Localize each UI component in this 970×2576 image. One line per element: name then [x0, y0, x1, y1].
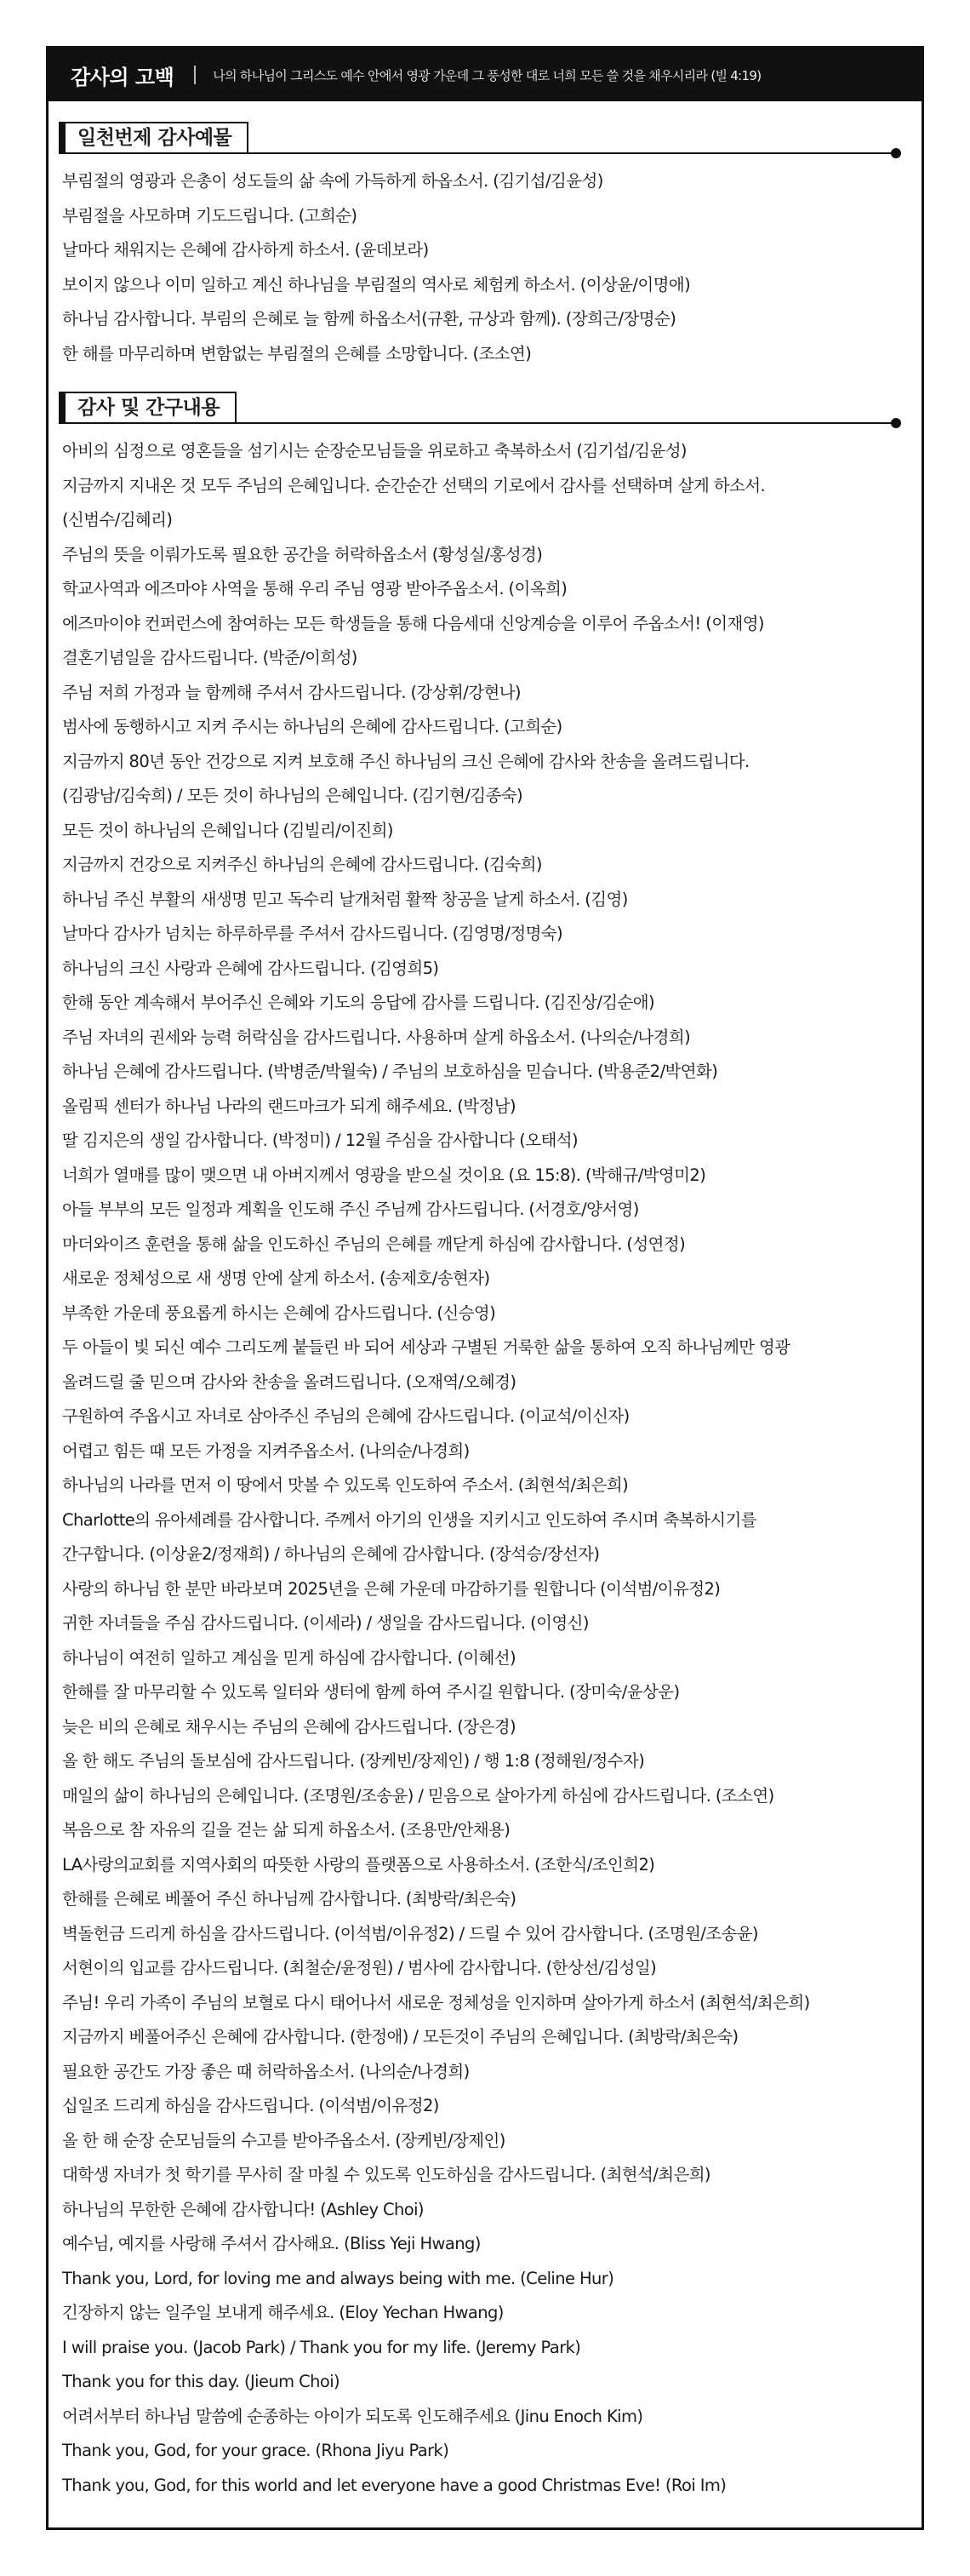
list-item: 하나님이 여전히 일하고 계심을 믿게 하심에 감사합니다. (이혜선) [62, 1647, 516, 1668]
list-item: 주님 자녀의 권세와 능력 허락심을 감사드립니다. 사용하며 살게 하옵소서. (나의순/나경희) [62, 1027, 691, 1047]
list-item: Charlotte의 유아세례를 감사합니다. 주께서 아기의 인생을 지키시고 인도하여 주시며 축복하시기를 [62, 1509, 756, 1530]
list-item: 에즈마이야 컨퍼런스에 참여하는 모든 학생들을 통해 다음세대 신앙계승을 이루어 주옵소서! (이재영) [62, 613, 764, 633]
section-thanks-prayers [59, 392, 910, 2503]
list-item: Thank you, Lord, for loving me and always being with me. (Celine Hur) [62, 2268, 614, 2288]
list-item: 주님! 우리 가족이 주님의 보혈로 다시 태어나서 새로운 정체성을 인지하며 살아가게 하소서 (최현석/최은희) [62, 1992, 810, 2012]
list-item: 구원하여 주옵시고 자녀로 삼아주신 주님의 은혜에 감사드립니다. (이교석/이신자) [62, 1406, 630, 1426]
header-bar [48, 49, 922, 101]
list-item: 한해를 잘 마무리할 수 있도록 일터와 생터에 함께 하여 주시길 원합니다. (장미숙/윤상운) [62, 1682, 680, 1702]
list-item: Thank you, God, for your grace. (Rhona Jiyu Park) [62, 2441, 449, 2460]
list-item: 어려서부터 하나님 말씀에 순종하는 아이가 되도록 인도해주세요 (Jinu Enoch Kim) [62, 2406, 643, 2426]
list-item: 하나님의 무한한 은혜에 감사합니다! (Ashley Choi) [62, 2199, 424, 2219]
list-item: 귀한 자녀들을 주심 감사드립니다. (이세라) / 생일을 감사드립니다. (이영신) [62, 1613, 589, 1633]
list-item: (김광남/김숙희) / 모든 것이 하나님의 은혜입니다. (김기현/김종숙) [62, 786, 523, 805]
list-item: 간구합니다. (이상윤2/정재희) / 하나님의 은혜에 감사합니다. (장석승/장선자) [62, 1544, 600, 1564]
section-title: 감사 및 간구내용 [59, 392, 237, 424]
list-item: 올 한 해 순장 순모님들의 수고를 받아주옵소서. (장케빈/장제인) [62, 2130, 505, 2150]
list-item: 하나님 주신 부활의 새생명 믿고 독수리 날개처럼 활짝 창공을 날게 하소서. (김영) [62, 889, 628, 909]
list-item: 복음으로 참 자유의 길을 걷는 삶 되게 하옵소서. (조용만/안채용) [62, 1820, 511, 1840]
list-item: 날마다 채워지는 은혜에 감사하게 하소서. (윤데보라) [62, 240, 429, 260]
header-verse: 나의 하나님이 그리스도 예수 안에서 영광 가운데 그 풍성한 대로 너희 모든 쓸 것을 채우시리라 (빌 4:19) [213, 67, 762, 83]
list-item: 너희가 열매를 많이 맺으면 내 아버지께서 영광을 받으실 것이요 (요 15:8). (박해규/박영미2) [62, 1165, 706, 1185]
section-dot [891, 418, 901, 428]
section-title: 일천번제 감사예물 [59, 122, 248, 154]
list-item: 지금까지 건강으로 지켜주신 하나님의 은혜에 감사드립니다. (김숙희) [62, 855, 542, 874]
list-item: 올려드릴 줄 믿으며 감사와 찬송을 올려드립니다. (오재역/오혜경) [62, 1371, 516, 1392]
list-item: 긴장하지 않는 일주일 보내게 해주세요. (Eloy Yechan Hwang) [62, 2303, 504, 2322]
list-item: 마더와이즈 훈련을 통해 삶을 인도하신 주님의 은혜를 깨닫게 하심에 감사합니다. (성연정) [62, 1234, 686, 1254]
prayer-list [59, 434, 910, 2503]
page-title: 감사의 고백 [71, 65, 174, 89]
list-item: 대학생 자녀가 첫 학기를 무사히 잘 마칠 수 있도록 인도하심을 감사드립니다. (최현석/최은희) [62, 2165, 710, 2184]
list-item: 모든 것이 하나님의 은혜입니다 (김빌리/이진희) [62, 820, 393, 840]
list-item: 지금까지 지내온 것 모두 주님의 은혜입니다. 순간순간 선택의 기로에서 감사를 선택하며 살게 하소서. [62, 475, 766, 495]
list-item: 아들 부부의 모든 일정과 계획을 인도해 주신 주님께 감사드립니다. (서경호/양서영) [62, 1199, 639, 1219]
header-divider [194, 66, 196, 84]
list-item: 늦은 비의 은혜로 채우시는 주님의 은혜에 감사드립니다. (장은경) [62, 1716, 516, 1737]
section-offering [59, 122, 910, 371]
list-item: 결혼기념일을 감사드립니다. (박준/이희성) [62, 648, 357, 667]
list-item: 필요한 공간도 가장 좋은 때 허락하옵소서. (나의순/나경희) [62, 2061, 470, 2081]
offering-list [59, 164, 910, 371]
section-header [59, 392, 910, 426]
list-item: 한해 동안 계속해서 부어주신 은혜와 기도의 응답에 감사를 드립니다. (김진상/김순애) [62, 993, 655, 1012]
section-dot [891, 148, 901, 158]
list-item: 아비의 심정으로 영혼들을 섬기시는 순장순모님들을 위로하고 축복하소서 (김기섭/김윤성) [62, 441, 687, 461]
list-item: 십일조 드리게 하심을 감사드립니다. (이석범/이유정2) [62, 2096, 439, 2115]
list-item: Thank you, God, for this world and let everyone have a good Christmas Eve! (Roi Im) [62, 2475, 727, 2495]
list-item: 서현이의 입교를 감사드립니다. (최철순/윤정원) / 범사에 감사합니다. (한상선/김성일) [62, 1958, 657, 1978]
list-item: 벽돌헌금 드리게 하심을 감사드립니다. (이석범/이유정2) / 드릴 수 있어 감사합니다. (조명원/조송윤) [62, 1923, 758, 1943]
thanksgiving-page [46, 46, 924, 2530]
list-item: 올림픽 센터가 하나님 나라의 랜드마크가 되게 해주세요. (박정남) [62, 1096, 516, 1116]
list-item: 부족한 가운데 풍요롭게 하시는 은혜에 감사드립니다. (신승영) [62, 1302, 496, 1323]
list-item: 주님의 뜻을 이뤄가도록 필요한 공간을 허락하옵소서 (황성실/홍성경) [62, 544, 543, 564]
section-header [59, 122, 910, 156]
list-item: 범사에 동행하시고 지켜 주시는 하나님의 은혜에 감사드립니다. (고희순) [62, 717, 562, 736]
list-item: 두 아들이 빛 되신 예수 그리도께 붙들린 바 되어 세상과 구별된 거룩한 삶을 통하여 오직 하나님께만 영광 [62, 1337, 790, 1357]
list-item: 날마다 감사가 넘치는 하루하루를 주셔서 감사드립니다. (김영명/정명숙) [62, 924, 563, 943]
list-item: 학교사역과 에즈마야 사역을 통해 우리 주님 영광 받아주옵소서. (이옥희) [62, 579, 568, 598]
list-item: 하나님 은혜에 감사드립니다. (박병준/박월숙) / 주님의 보호하심을 믿습니다. (박용준2/박연화) [62, 1062, 718, 1081]
list-item: 부림절을 사모하며 기도드립니다. (고희순) [62, 205, 357, 226]
list-item: 주님 저희 가정과 늘 함께해 주셔서 감사드립니다. (강상휘/강현나) [62, 682, 521, 702]
list-item: 예수님, 예지를 사랑해 주셔서 감사해요. (Bliss Yeji Hwang) [62, 2234, 481, 2253]
list-item: 지금까지 베풀어주신 은혜에 감사합니다. (한정애) / 모든것이 주님의 은혜입니다. (최방락/최은숙) [62, 2027, 739, 2046]
list-item: I will praise you. (Jacob Park) / Thank you for my life. (Jeremy Park) [62, 2337, 581, 2357]
list-item: 사랑의 하나님 한 분만 바라보며 2025년을 은혜 가운데 마감하기를 원합니다 (이석범/이유정2) [62, 1578, 721, 1599]
list-item: 어렵고 힘든 때 모든 가정을 지켜주옵소서. (나의순/나경희) [62, 1440, 470, 1461]
list-item: 딸 김지은의 생일 감사합니다. (박정미) / 12월 주심을 감사합니다 (오태석) [62, 1131, 578, 1150]
list-item: 부림절의 영광과 은총이 성도들의 삶 속에 가득하게 하옵소서. (김기섭/김윤성) [62, 171, 603, 191]
list-item: 하나님의 나라를 먼저 이 땅에서 맛볼 수 있도록 인도하여 주소서. (최현석/최은희) [62, 1475, 629, 1495]
list-item: 보이지 않으나 이미 일하고 계신 하나님을 부림절의 역사로 체험케 하소서. (이상윤/이명애) [62, 274, 691, 295]
list-item: (신범수/김혜리) [62, 510, 173, 530]
list-item: 한해를 은혜로 베풀어 주신 하나님께 감사합니다. (최방락/최은숙) [62, 1889, 516, 1909]
list-item: 하나님의 크신 사랑과 은혜에 감사드립니다. (김영희5) [62, 958, 439, 978]
list-item: 올 한 해도 주님의 돌보심에 감사드립니다. (장케빈/장제인) / 행 1:8 (정해원/정수자) [62, 1751, 645, 1771]
content-area [48, 101, 922, 2503]
list-item: 하나님 감사합니다. 부림의 은혜로 늘 함께 하옵소서(규환, 규상과 함께). (장희근/장명순) [62, 309, 676, 329]
list-item: 지금까지 80년 동안 건강으로 지켜 보호해 주신 하나님의 크신 은혜에 감사와 찬송을 올려드립니다. [62, 751, 750, 771]
list-item: Thank you for this day. (Jieum Choi) [62, 2372, 340, 2391]
list-item: 매일의 삶이 하나님의 은혜입니다. (조명원/조송윤) / 믿음으로 살아가게 하심에 감사드립니다. (조소연) [62, 1785, 774, 1806]
list-item: LA사랑의교회를 지역사회의 따뜻한 사랑의 플랫폼으로 사용하소서. (조한식/조인희2) [62, 1854, 655, 1875]
list-item: 한 해를 마무리하며 변함없는 부림절의 은혜를 소망합니다. (조소연) [62, 343, 532, 364]
list-item: 새로운 정체성으로 새 생명 안에 살게 하소서. (송제호/송현자) [62, 1268, 490, 1288]
